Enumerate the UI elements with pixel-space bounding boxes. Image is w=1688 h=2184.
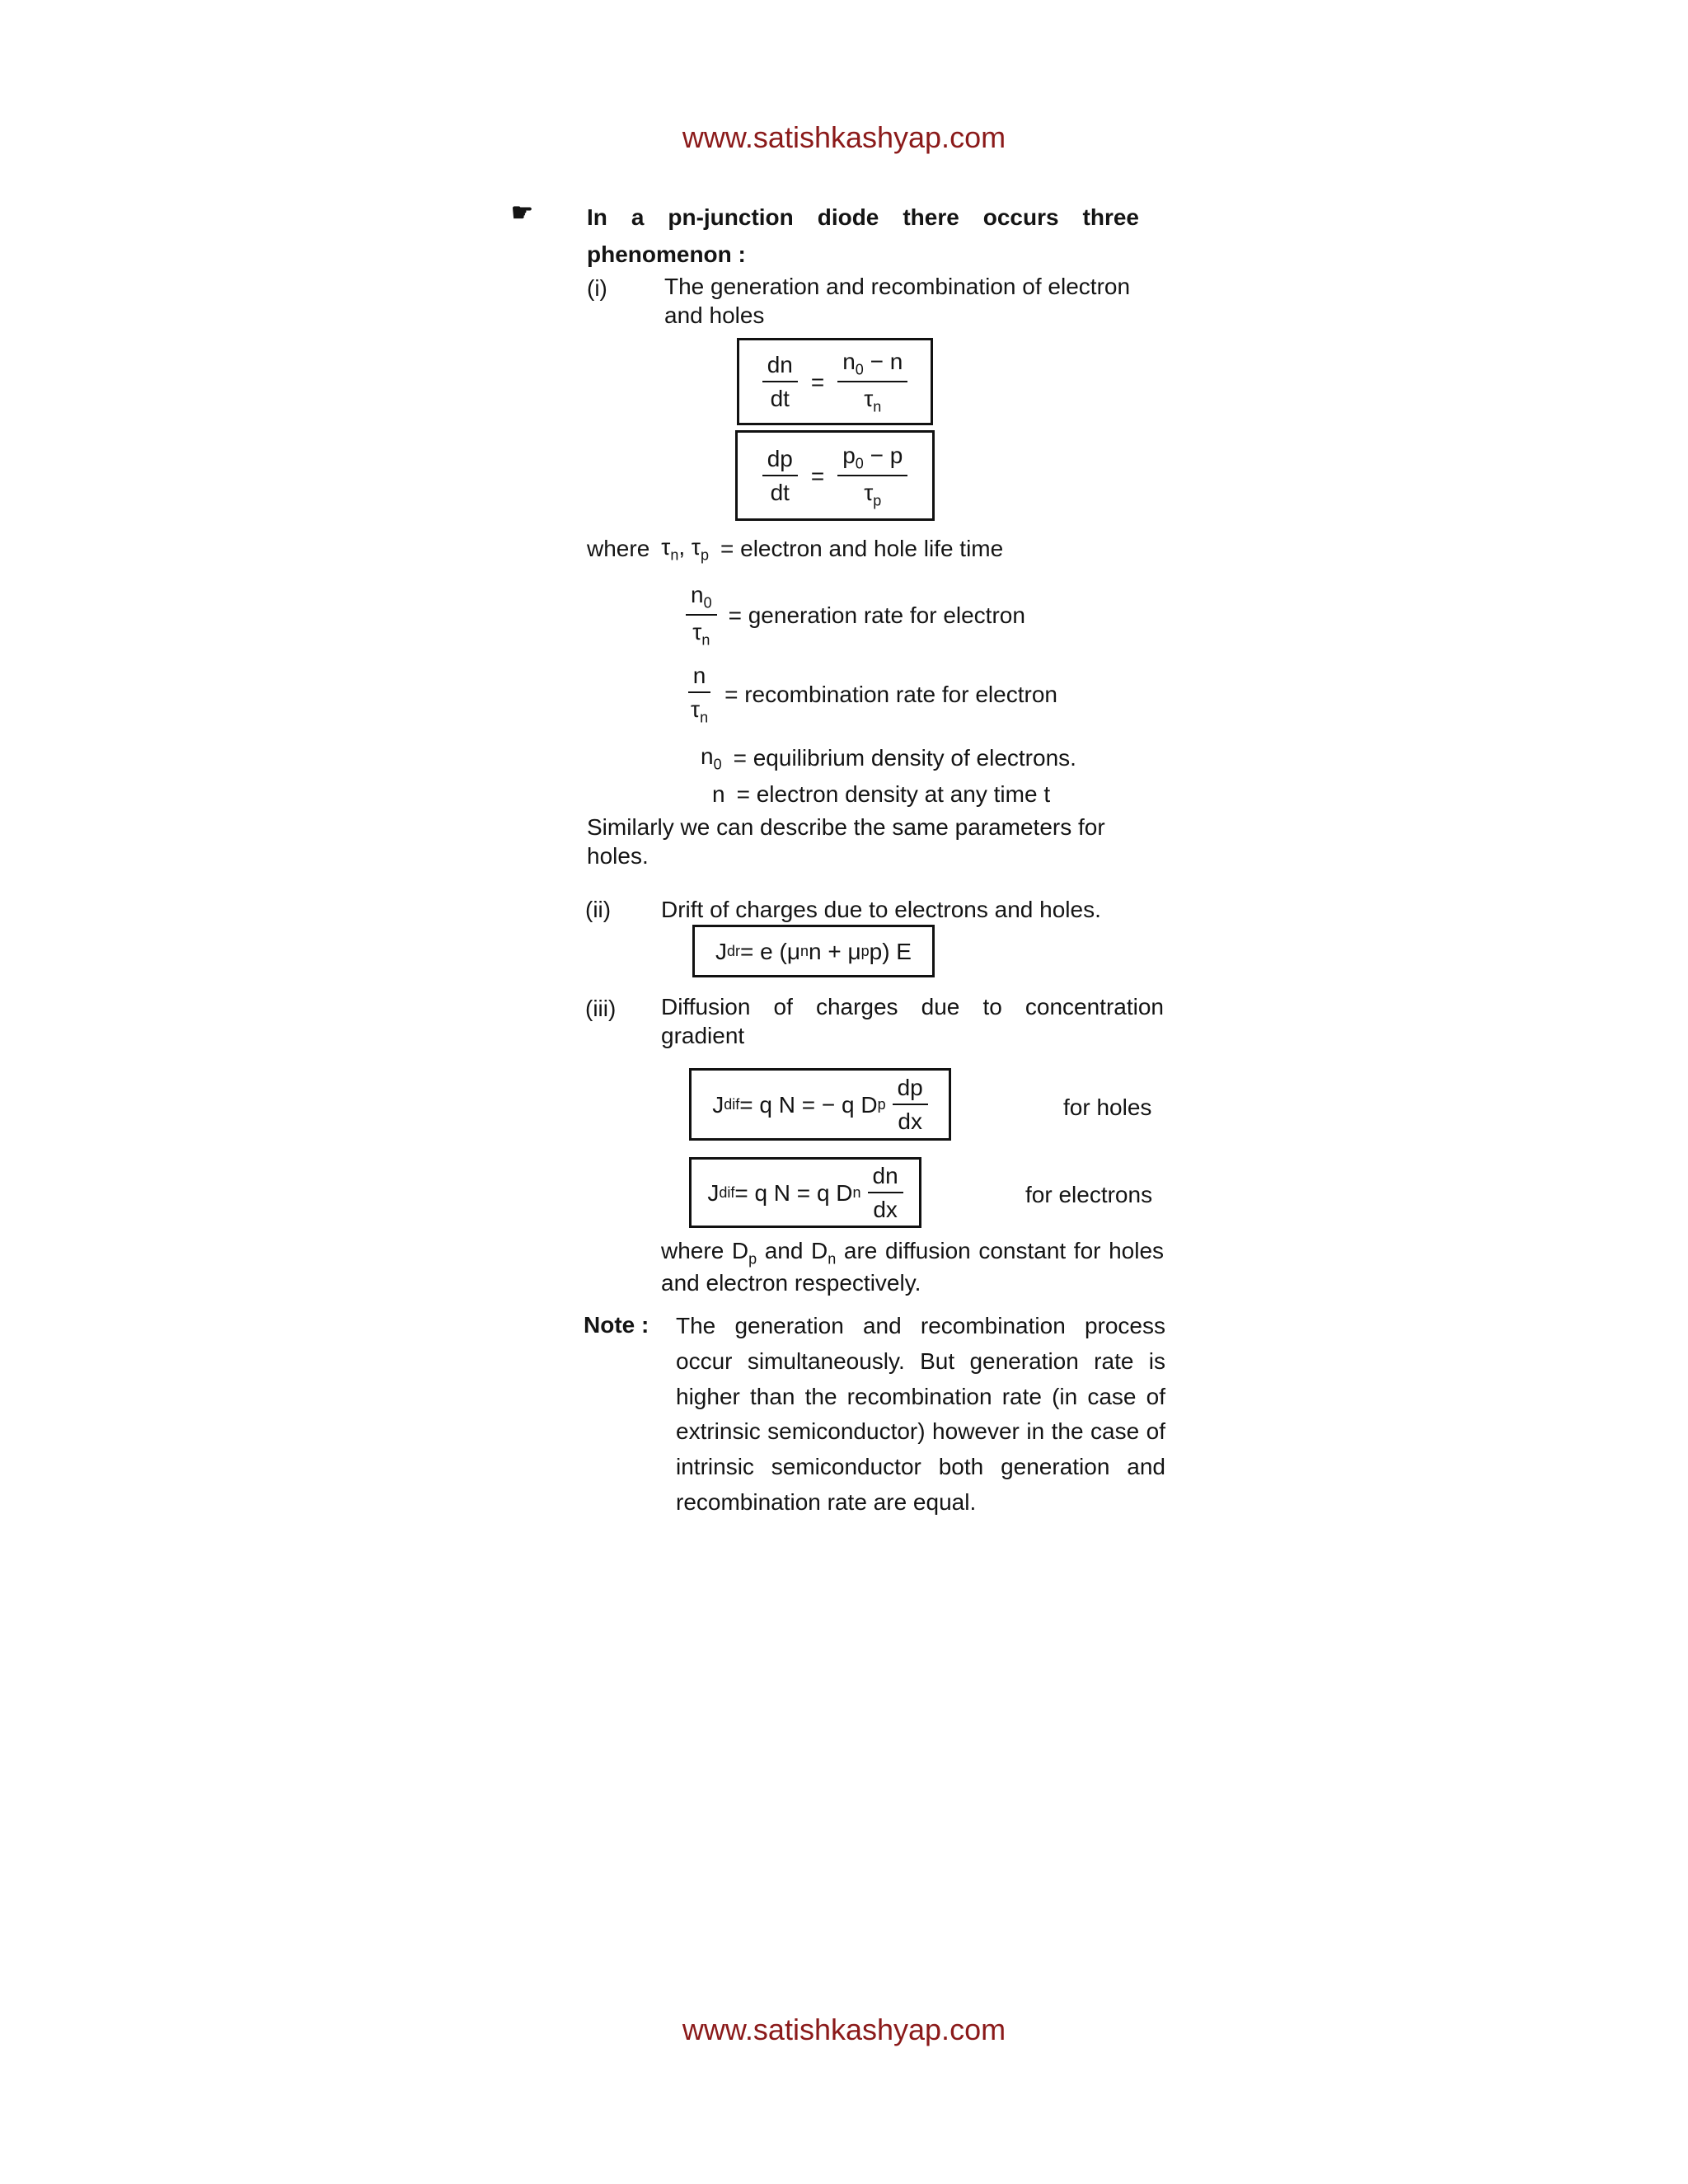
rec-num: n	[688, 661, 711, 693]
where-rest: are diffusion constant for holes and electron respectively.	[661, 1238, 1165, 1296]
n-text: = electron density at any time t	[736, 781, 1051, 807]
equation-diffusion-holes	[689, 1068, 951, 1141]
eq1-lhs-num: dn	[762, 350, 798, 382]
drift-b: = e (μ	[740, 938, 800, 964]
eq2-lhs-den: dt	[770, 480, 790, 505]
where-label: where	[587, 536, 650, 562]
item-text-ii: Drift of charges due to electrons and holes.	[661, 897, 1101, 922]
fraction-dn-dt	[762, 350, 798, 413]
tau-n-sub: n	[670, 546, 679, 564]
n-symbol: n	[712, 781, 725, 807]
eq1-tau-sub: n	[873, 398, 882, 415]
eq2-lhs-num: dp	[762, 444, 798, 476]
gen-den-sub: n	[701, 631, 710, 649]
eq2-tau-sub: p	[873, 492, 882, 509]
comma: ,	[678, 534, 692, 560]
similarly-text: Similarly we can describe the same parameters for holes.	[587, 814, 1105, 869]
definition-n	[712, 780, 1050, 808]
gen-num-sub: 0	[703, 594, 712, 612]
dif1-den: dx	[898, 1108, 922, 1134]
drift-c-sub: p	[860, 942, 870, 959]
gen-num: n	[691, 582, 704, 607]
where-d-sub-n: n	[828, 1250, 837, 1268]
fraction-n0-n-tau	[837, 347, 907, 416]
where-d-sub-p: p	[748, 1250, 757, 1268]
dif2-num: dn	[868, 1161, 903, 1193]
item-text-iii: Diffusion of charges due to concentration gradient	[661, 994, 1164, 1048]
eq1-tau: τ	[864, 386, 874, 411]
tau-n: τ	[661, 534, 671, 560]
eq1-n-sub: 0	[855, 361, 864, 378]
tau-p: τ	[691, 534, 701, 560]
item-text-i: The generation and recombination of electron and holes	[664, 274, 1131, 328]
header-url: www.satishkashyap.com	[682, 120, 1006, 154]
dif1-j-sub: dif	[724, 1095, 740, 1113]
gen-den: τ	[692, 619, 702, 645]
n0-sub: 0	[713, 756, 722, 773]
n0-text: = equilibrium density of electrons.	[733, 745, 1076, 771]
fraction-dn-dx	[868, 1161, 903, 1224]
rec-den-sub: n	[700, 709, 709, 726]
dif1-b-sub: p	[877, 1095, 886, 1113]
n0-symbol: n	[701, 743, 714, 769]
where-and-d: and D	[757, 1238, 828, 1263]
dif2-j: J	[707, 1179, 720, 1206]
footer-url: www.satishkashyap.com	[682, 2013, 1006, 2046]
fraction-dp-dt	[762, 444, 798, 507]
eq1-lhs-den: dt	[770, 386, 790, 411]
dif2-den: dx	[873, 1197, 898, 1222]
intro-text: In a pn-junction diode there occurs three phenomenon :	[587, 204, 1139, 267]
tau-p-sub: p	[700, 546, 709, 564]
note-text: The generation and recombination process occur simultaneously. But generation rate is higher than the recombination rate (in case of extrinsic semiconductor) however in the case of intrinsic semiconductor both generation and recombination rate are equal.	[676, 1313, 1165, 1516]
eq2-p-sub: 0	[855, 455, 864, 472]
eq2-equals: =	[810, 462, 825, 489]
equation-dp-dt	[735, 430, 935, 521]
definition-recombination	[686, 661, 1057, 727]
fraction-n-tau	[686, 661, 713, 727]
dif2-b-sub: n	[852, 1183, 861, 1201]
item-label-iii: (iii)	[585, 996, 617, 1021]
definition-generation	[686, 580, 1025, 649]
recombination-text: = recombination rate for electron	[724, 681, 1057, 707]
bullet-icon: ☛	[511, 199, 533, 227]
equation-drift	[692, 925, 935, 977]
eq1-minus-n: − n	[863, 348, 903, 374]
eq2-minus-p: − p	[863, 442, 903, 468]
eq1-equals: =	[810, 368, 825, 395]
diffusion-where-text	[661, 1236, 1164, 1297]
where-d: where D	[661, 1238, 749, 1263]
drift-b-sub: n	[799, 942, 809, 959]
equation-diffusion-electrons	[689, 1157, 921, 1228]
equation-dn-dt	[737, 338, 933, 425]
dif1-j: J	[712, 1091, 724, 1118]
fraction-p0-p-tau	[837, 441, 907, 510]
drift-d: p) E	[869, 938, 912, 964]
for-electrons-label: for electrons	[1025, 1182, 1153, 1207]
eq2-tau: τ	[864, 480, 874, 505]
item-label-ii: (ii)	[585, 897, 612, 922]
definition-n0	[701, 742, 1076, 774]
note-label: Note :	[584, 1312, 649, 1338]
fraction-dp-dx	[893, 1073, 928, 1136]
eq2-p: p	[842, 442, 856, 468]
dif2-b: = q N = q D	[734, 1179, 853, 1206]
lifetime-text: = electron and hole life time	[720, 536, 1004, 562]
item-label-i: (i)	[587, 275, 607, 301]
drift-c: n + μ	[808, 938, 861, 964]
drift-j: J	[715, 938, 727, 964]
definition-lifetime	[587, 532, 1003, 565]
fraction-n0-tau	[686, 580, 717, 649]
generation-text: = generation rate for electron	[728, 602, 1025, 628]
for-holes-label: for holes	[1063, 1094, 1152, 1120]
dif1-num: dp	[893, 1073, 928, 1105]
rec-den: τ	[691, 696, 701, 722]
dif1-b: = q N = − q D	[739, 1091, 878, 1118]
drift-j-sub: dr	[727, 942, 741, 959]
eq1-n: n	[842, 348, 856, 374]
dif2-j-sub: dif	[719, 1183, 735, 1201]
